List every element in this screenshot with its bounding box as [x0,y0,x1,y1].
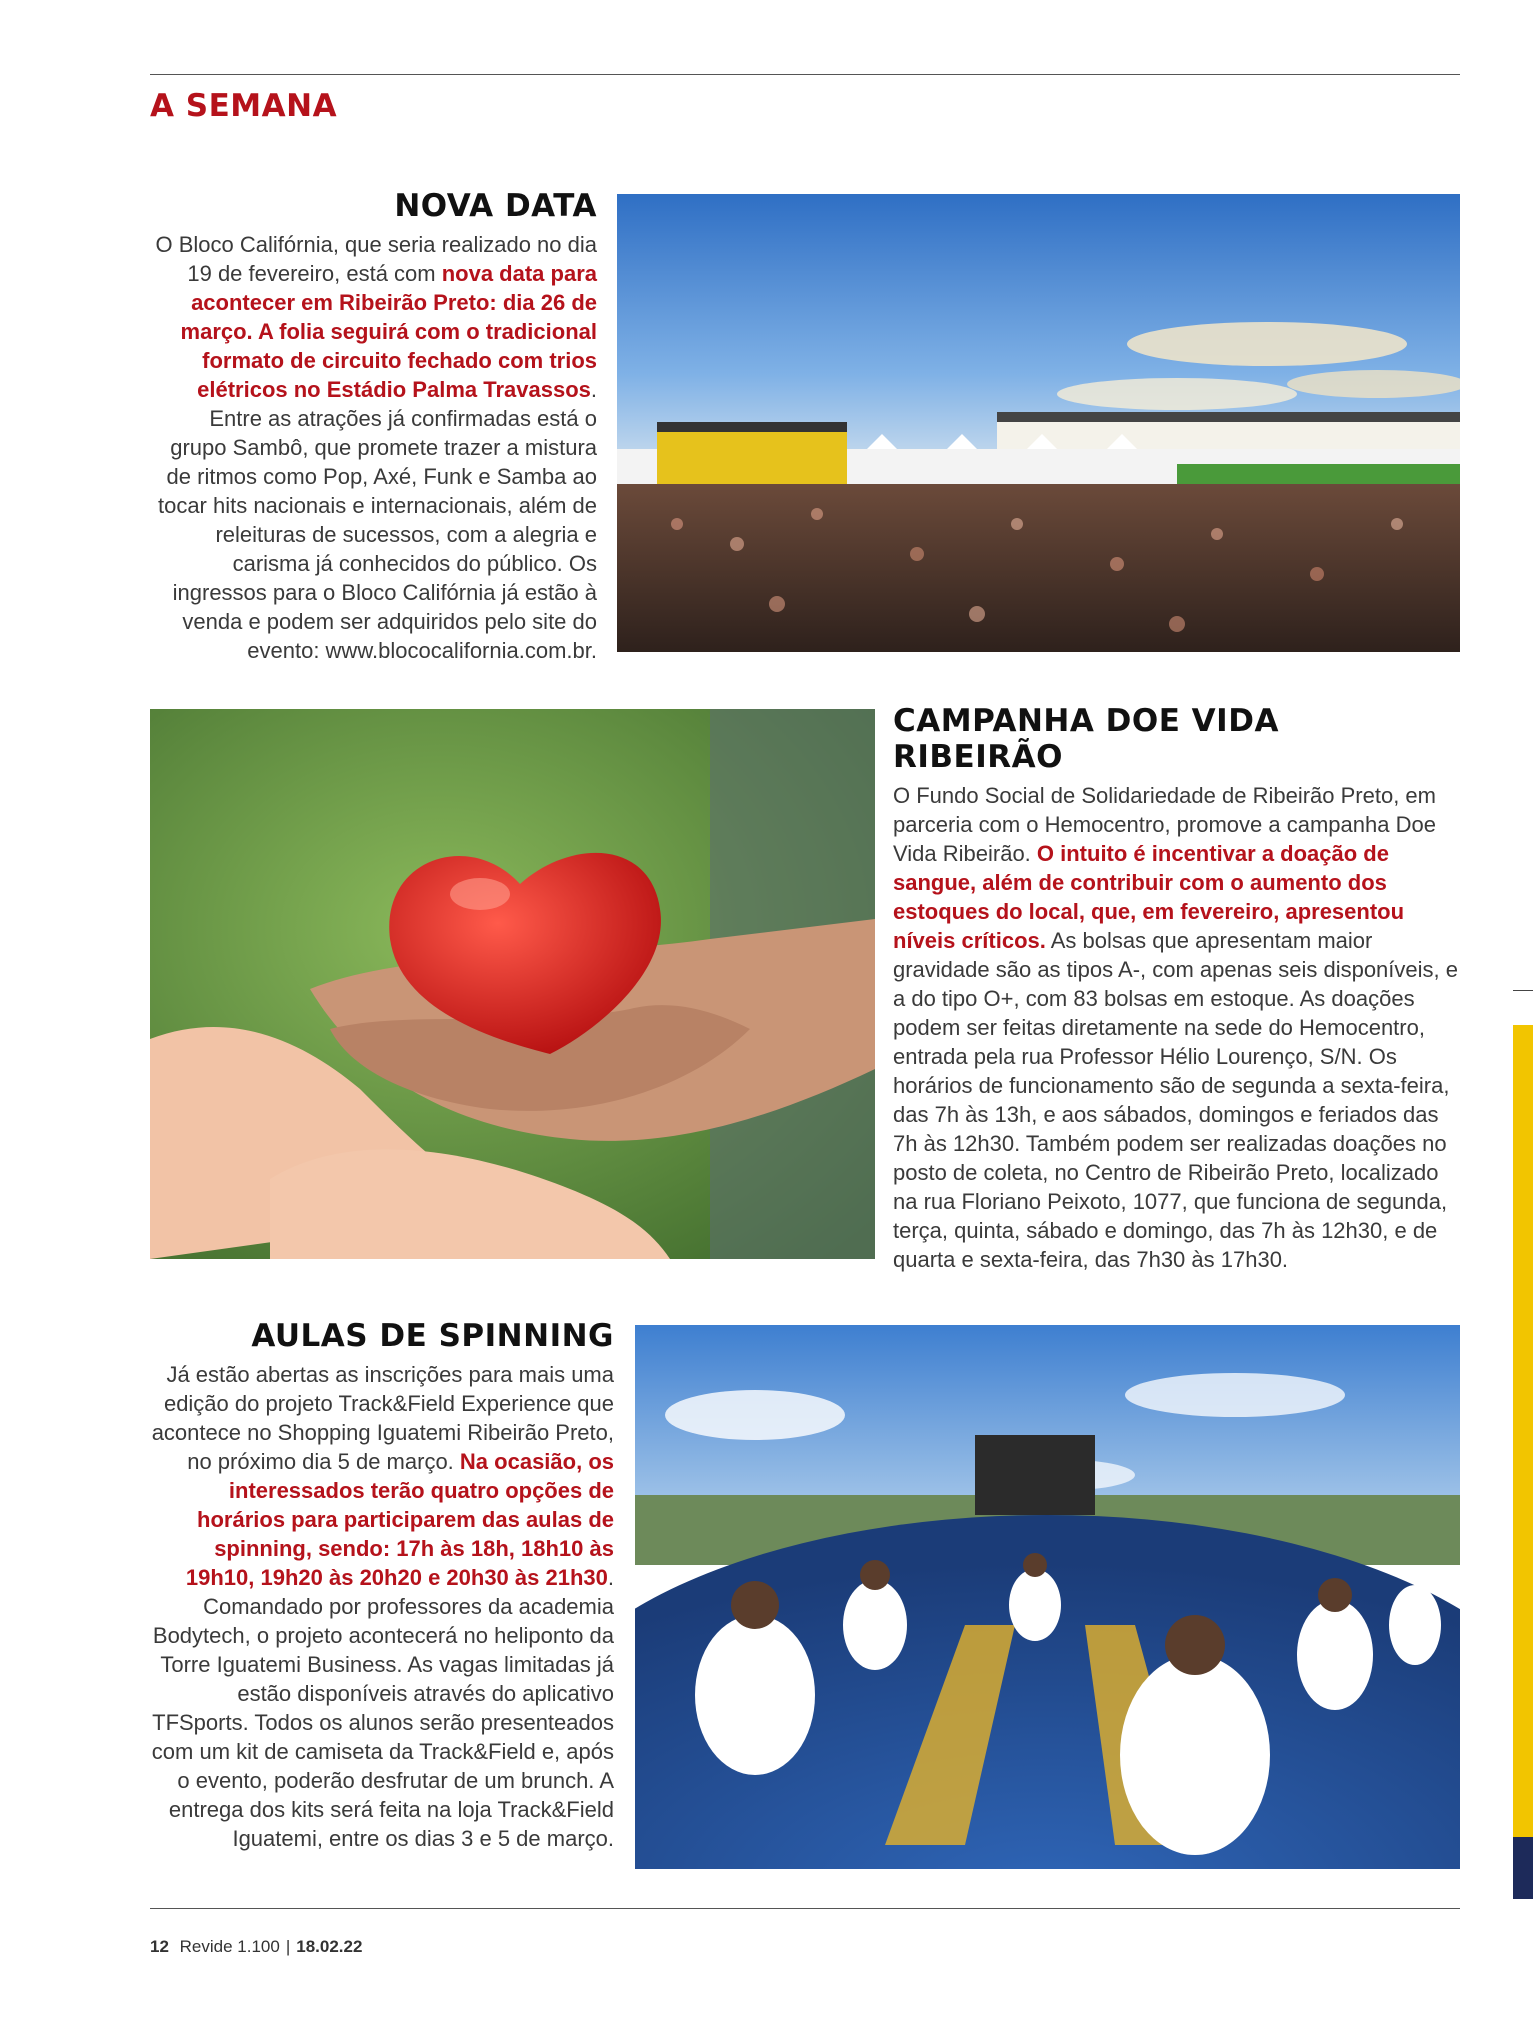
article-title: NOVA DATA [394,188,597,224]
article-body: Já estão abertas as inscrições para mais uma edição do projeto Track&Field Experience que acontece no Shopping Iguatemi Ribeirão Preto, no próximo dia 5 de março. Na ocasião, os interessados terão quatro opções de horários para participarem das aulas de spinning, sendo: 17h às 18h, 18h10 às 19h10, 19h20 às 20h20 e 20h30 às 21h30. Comandado por professores da academia Bodytech, o projeto acontecerá no heliponto da Torre Iguatemi Business. As vagas limitadas já estão disponíveis através do aplicativo TFSports. Todos os alunos serão presenteados com um kit de camiseta da Track&Field e, após o evento, poderão desfrutar de um brunch. A entrega dos kits será feita na loja Track&Field Iguatemi, entre os dias 3 e 5 de março. [151,1362,614,1851]
side-bar-navy [1513,1837,1533,1899]
article-highlight: nova data para acontecer em Ribeirão Preto: dia 26 de março. A folia seguirá com o tradicional formato de circuito fechado com trios elétricos no Estádio Palma Travassos [180,261,597,402]
side-bar-yellow [1513,1025,1533,1837]
article-doe-vida [893,703,1460,1274]
section-title: A SEMANA [150,88,338,124]
article-title: AULAS DE SPINNING [251,1318,614,1354]
page-footer: 12 Revide 1.100 | 18.02.22 [150,1937,363,1956]
side-bar-white [1513,990,1533,991]
article-body: O Bloco Califórnia, que seria realizado no dia 19 de fevereiro, está com nova data para acontecer em Ribeirão Preto: dia 26 de março. A folia seguirá com o tradicional formato de circuito fechado com trios elétricos no Estádio Palma Travassos. Entre as atrações já confirmadas está o grupo Sambô, que promete trazer a mistura de ritmos como Pop, Axé, Funk e Samba ao tocar hits nacionais e internacionais, além de releituras de sucessos, com a alegria e carisma já conhecidos do público. Os ingressos para o Bloco Califórnia já estão à venda e podem ser adquiridos pelo site do evento: www.blococalifornia.com.br. [155,232,597,663]
article-highlight: O intuito é incentivar a doação de sangue, além de contribuir com o aumento dos estoques do local, que, em fevereiro, apresentou níveis críticos. [893,841,1405,953]
article-nova-data [150,188,597,665]
article-title: CAMPANHA DOE VIDA RIBEIRÃO [893,703,1279,775]
top-rule [150,74,1460,75]
article-highlight: Na ocasião, os interessados terão quatro opções de horários para participarem das aulas de spinning, sendo: 17h às 18h, 18h10 às 19h10, 19h20 às 20h20 e 20h30 às 21h30 [185,1449,614,1590]
spinning-class-photo [635,1325,1460,1869]
heart-hands-photo [150,709,875,1259]
article-body: O Fundo Social de Solidariedade de Ribeirão Preto, em parceria com o Hemocentro, promove a campanha Doe Vida Ribeirão. O intuito é incentivar a doação de sangue, além de contribuir com o aumento dos estoques do local, que, em fevereiro, apresentou níveis críticos. As bolsas que apresentam maior gravidade são as tipos A-, com apenas seis disponíveis, e a do tipo O+, com 83 bolsas em estoque. As doações podem ser feitas diretamente na sede do Hemocentro, entrada pela rua Professor Hélio Lourenço, S/N. Os horários de funcionamento são de segunda a sexta-feira, das 7h às 13h, e aos sábados, domingos e feriados das 7h às 12h30. Também podem ser realizadas doações no posto de coleta, no Centro de Ribeirão Preto, localizado na rua Floriano Peixoto, 1077, que funciona de segunda, terça, quinta, sábado e domingo, das 7h às 12h30, e de quarta e sexta-feira, das 7h30 às 17h30. [893,783,1458,1272]
page-number: 12 [150,1937,169,1956]
bottom-rule [150,1908,1460,1909]
magazine-issue: Revide 1.100 [179,1937,280,1956]
article-spinning [150,1318,614,1853]
stadium-crowd-photo [617,194,1460,652]
issue-date: 18.02.22 [296,1937,363,1956]
